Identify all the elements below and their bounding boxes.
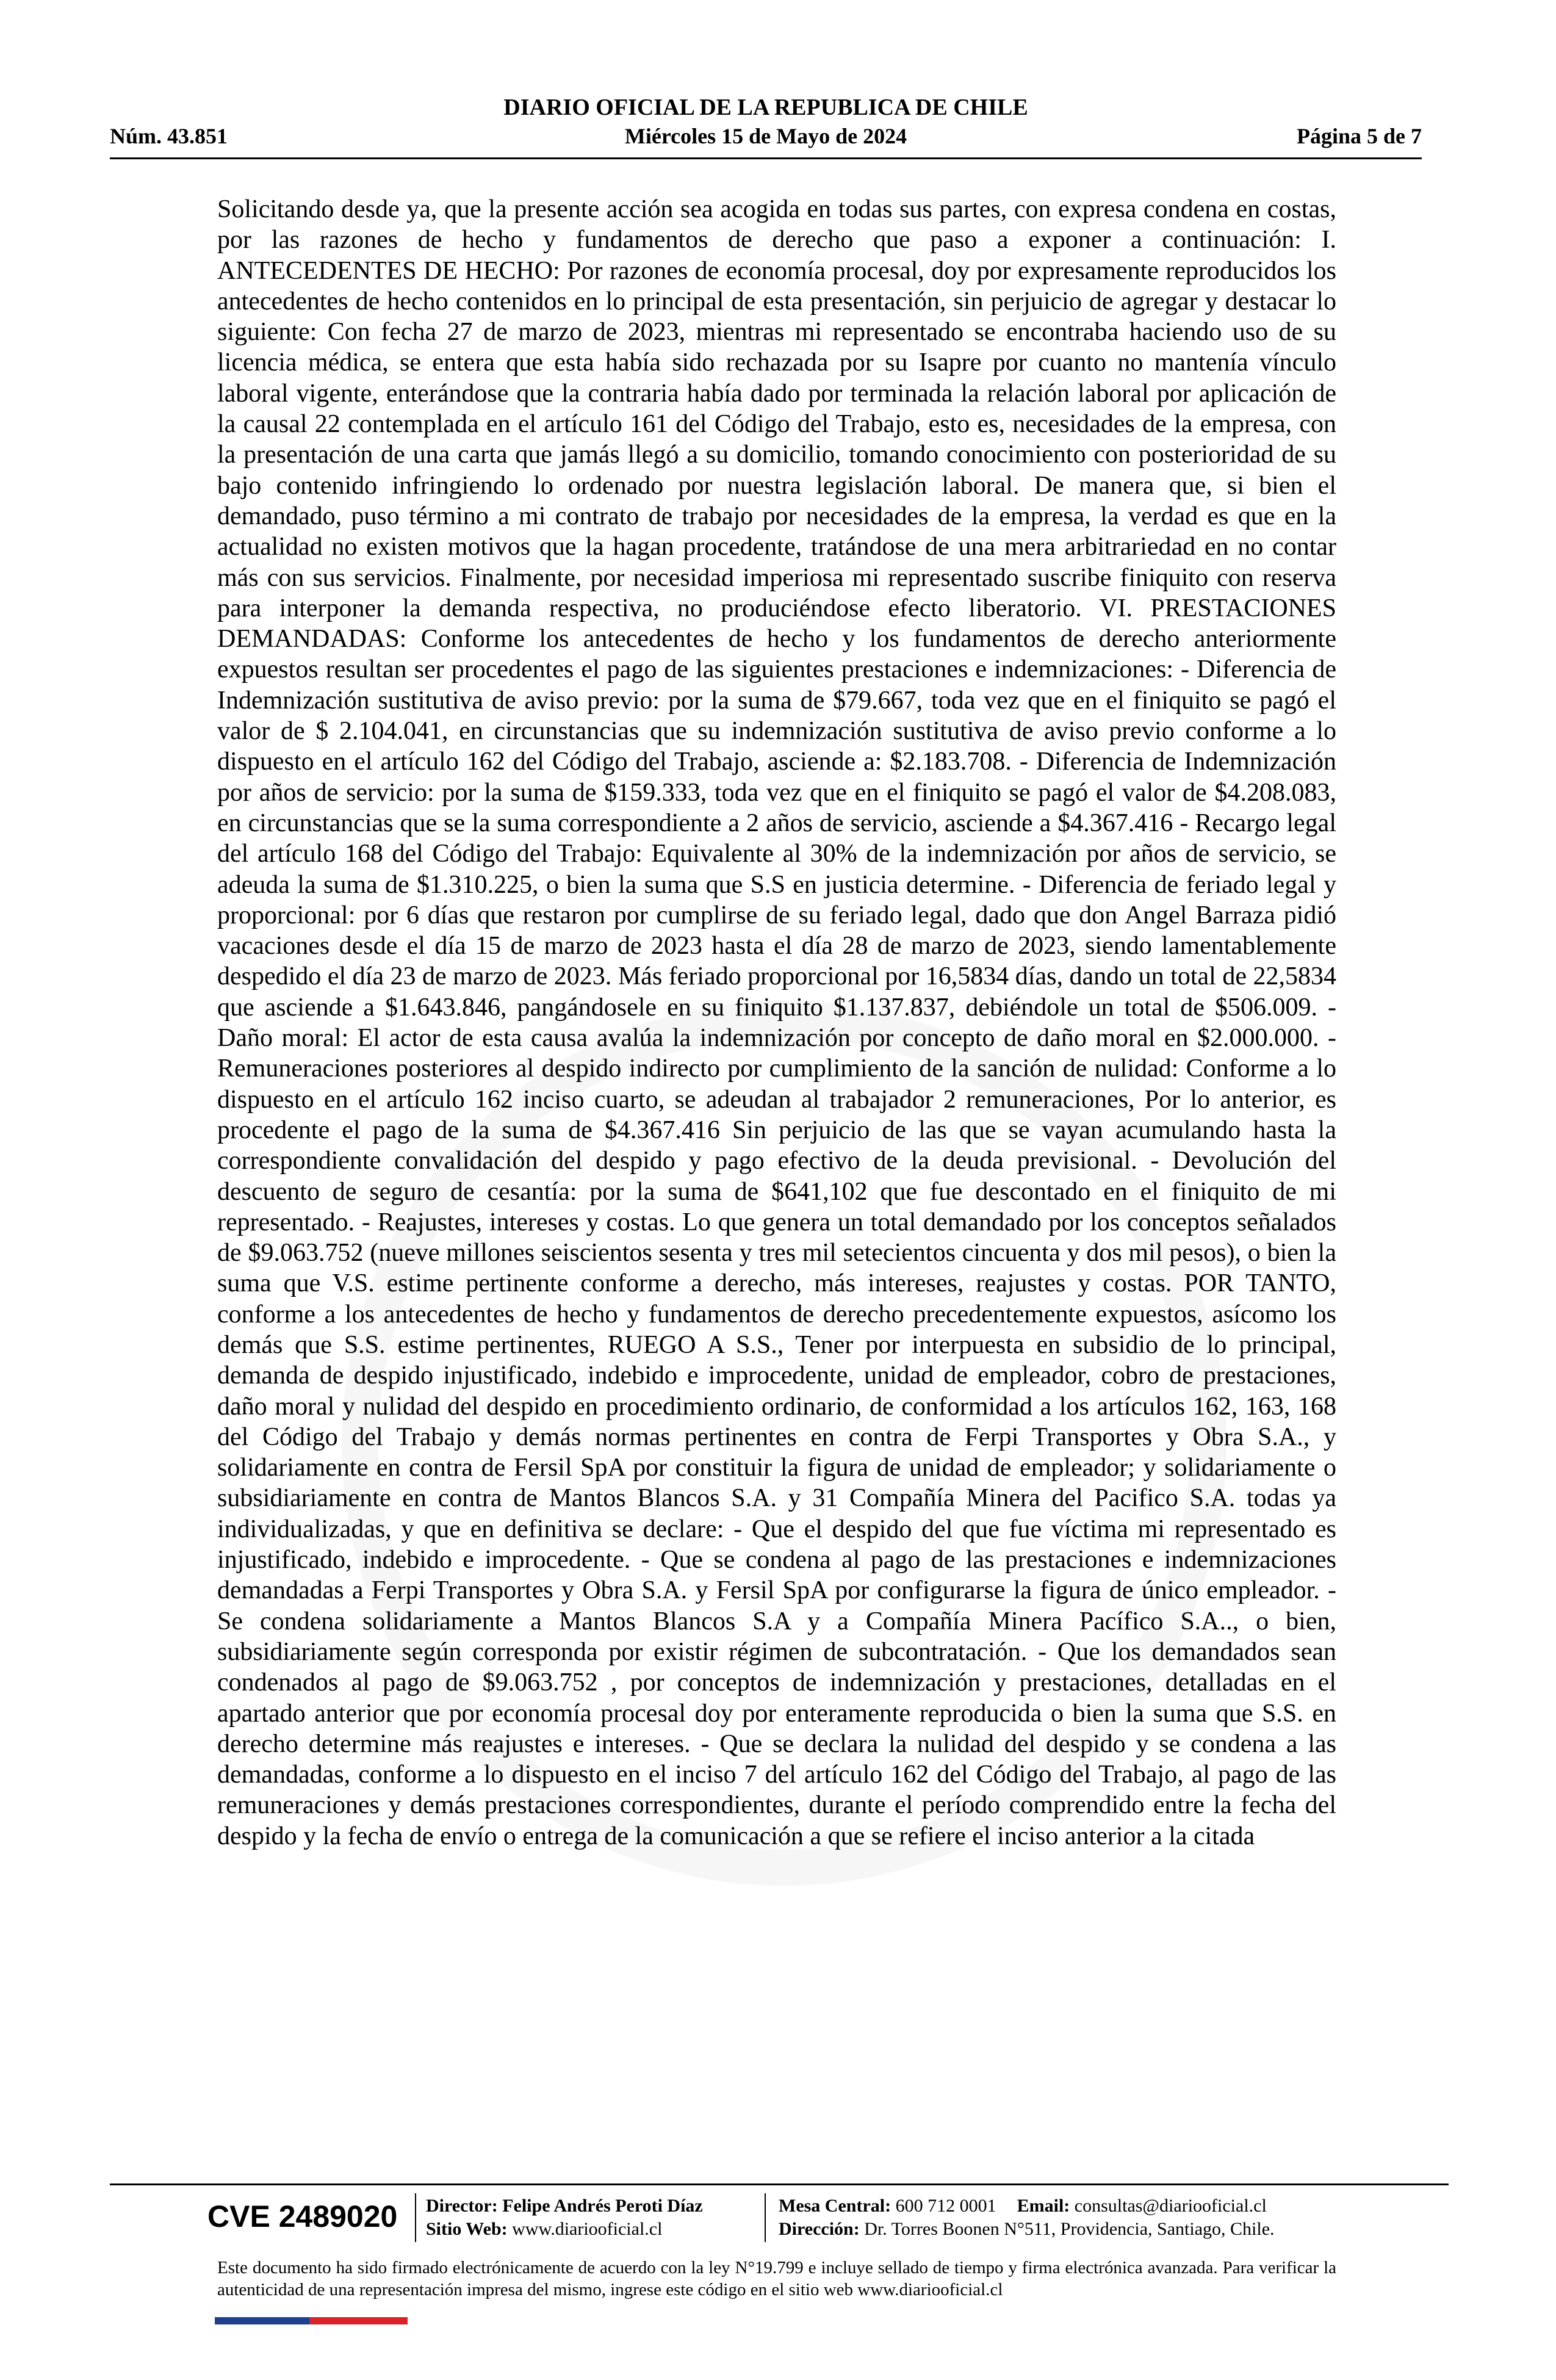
footer-contact-block (779, 2194, 1275, 2241)
phone-label: Mesa Central: (779, 2196, 891, 2216)
flag-blue-segment (215, 2317, 309, 2324)
footer-director-block (426, 2194, 703, 2241)
issue-number: Núm. 43.851 (110, 124, 228, 148)
email-link[interactable]: consultas@diariooficial.cl (1074, 2196, 1267, 2216)
document-body: Solicitando desde ya, que la presente acción sea acogida en todas sus partes, con expresa condena en costas, por las razones de hecho y fundamentos de derecho que paso a exponer a continuación: I. ANTECEDENTES DE HECHO: Por razones de economía procesal, doy por expresamente reproducidos los antecedentes de hecho contenidos en lo principal de esta presentación, sin perjuicio de agregar y destacar lo siguiente: Con fecha 27 de marzo de 2023, mientras mi representado se encontraba haciendo uso de su licencia médica, se entera que esta había sido rechazada por su Isapre por cuanto no mantenía vínculo laboral vigente, enterándose que la contraria había dado por terminada la relación laboral por aplicación de la causal 22 contemplada en el artículo 161 del Código del Trabajo, esto es, necesidades de la empresa, con la presentación de una carta que jamás llegó a su domicilio, tomando conocimiento con posterioridad de su bajo contenido infringiendo lo ordenado por nuestra legislación laboral. De manera que, si bien el demandado, puso término a mi contrato de trabajo por necesidades de la empresa, la verdad es que en la actualidad no existen motivos que la hagan procedente, tratándose de una mera arbitrariedad en no contar más con sus servicios. Finalmente, por necesidad imperiosa mi representado suscribe finiquito con reserva para interponer la demanda respectiva, no produciéndose efecto liberatorio. VI. PRESTACIONES DEMANDADAS: Conforme los antecedentes de hecho y los fundamentos de derecho anteriormente expuestos resultan ser procedentes el pago de las siguientes prestaciones e indemnizaciones: - Diferencia de Indemnización sustitutiva de aviso previo: por la suma de $79.667, toda vez que en el finiquito se pagó el valor de $ 2.104.041, en circunstancias que su indemnización sustitutiva de aviso previo conforme a lo dispuesto en el artículo 162 del Código del Trabajo, asciende a: $2.183.708. - Diferencia de Indemnización por años de servicio: por la suma de $159.333, toda vez que en el finiquito se pagó el valor de $4.208.083, en circunstancias que se la suma correspondiente a 2 años de servicio, asciende a $4.367.416 - Recargo legal del artículo 168 del Código del Trabajo: Equivalente al 30% de la indemnización por años de servicio, se adeuda la suma de $1.310.225, o bien la suma que S.S en justicia determine. - Diferencia de feriado legal y proporcional: por 6 días que restaron por cumplirse de su feriado legal, dado que don Angel Barraza pidió vacaciones desde el día 15 de marzo de 2023 hasta el día 28 de marzo de 2023, siendo lamentablemente despedido el día 23 de marzo de 2023. Más feriado proporcional por 16,5834 días, dando un total de 22,5834 que asciende a $1.643.846, pangándosele en su finiquito $1.137.837, debiéndole un total de $506.009. - Daño moral: El actor de esta causa avalúa la indemnización por concepto de daño moral en $2.000.000. - Remuneraciones posteriores al despido indirecto por cumplimiento de la sanción de nulidad: Conforme a lo dispuesto en el artículo 162 inciso cuarto, se adeudan al trabajador 2 remuneraciones, Por lo anterior, es procedente el pago de la suma de $4.367.416 Sin perjuicio de las que se vayan acumulando hasta la correspondiente convalidación del despido y pago efectivo de la deuda previsional. - Devolución del descuento de seguro de cesantía: por la suma de $641,102 que fue descontado en el finiquito de mi representado. - Reajustes, intereses y costas. Lo que genera un total demandado por los conceptos señalados de $9.063.752 (nueve millones seiscientos sesenta y tres mil setecientos cincuenta y dos mil pesos), o bien la suma que V.S. estime pertinente conforme a derecho, más intereses, reajustes y costas. POR TANTO, conforme a los antecedentes de hecho y fundamentos de derecho precedentemente expuestos, asícomo los demás que S.S. estime pertinentes, RUEGO A S.S., Tener por interpuesta en subsidio de lo principal, demanda de despido injustificado, indebido e improcedente, unidad de empleador, cobro de prestaciones, daño moral y nulidad del despido en procedimiento ordinario, de conformidad a los artículos 162, 163, 168 del Código del Trabajo y demás normas pertinentes en contra de Ferpi Transportes y Obra S.A., y solidariamente en contra de Fersil SpA por constituir la figura de unidad de empleador; y solidariamente o subsidiariamente en contra de Mantos Blancos S.A. y 31 Compañía Minera del Pacifico S.A. todas ya individualizadas, y que en definitiva se declare: - Que el despido del que fue víctima mi representado es injustificado, indebido e improcedente. - Que se condena al pago de las prestaciones e indemnizaciones demandadas a Ferpi Transportes y Obra S.A. y Fersil SpA por configurarse la figura de único empleador. - Se condena solidariamente a Mantos Blancos S.A y a Compañía Minera Pacífico S.A.., o bien, subsidiariamente según corresponda por existir régimen de subcontratación. - Que los demandados sean condenados al pago de $9.063.752 , por conceptos de indemnización y prestaciones, detalladas en el apartado anterior que por economía procesal doy por enteramente reproducida o bien la suma que S.S. en derecho determine más reajustes e intereses. - Que se declara la nulidad del despido y se condena a las demandadas, conforme a lo dispuesto en el inciso 7 del artículo 162 del Código del Trabajo, al pago de las remuneraciones y demás prestaciones correspondientes, durante el período comprendido entre la fecha del despido y la fecha de envío o entrega de la comunicación a que se refiere el inciso anterior a la citada (217, 195, 1336, 1850)
signature-disclaimer: Este documento ha sido firmado electrónicamente de acuerdo con la ley N°19.799 e incluye sellado de tiempo y firma electrónica avanzada. Para verificar la autenticidad de una representación impresa del mismo, ingrese este código en el sitio web www.diariooficial.cl (217, 2258, 1336, 2299)
issue-date: Miércoles 15 de Mayo de 2024 (624, 124, 907, 148)
phone-value: 600 712 0001 (895, 2196, 996, 2216)
publication-title: DIARIO OFICIAL DE LA REPUBLICA DE CHILE (503, 95, 1028, 120)
web-link[interactable]: www.diariooficial.cl (512, 2219, 663, 2239)
footer-separator (765, 2193, 766, 2242)
email-label: Email: (1017, 2196, 1070, 2216)
director-name: Director: Felipe Andrés Peroti Díaz (426, 2196, 703, 2216)
address-label: Dirección: (779, 2219, 860, 2239)
page-number: Página 5 de 7 (1296, 124, 1422, 148)
header-divider (110, 157, 1422, 159)
page-header (110, 92, 1422, 159)
web-label: Sitio Web: (426, 2219, 508, 2239)
footer-divider (110, 2183, 1449, 2185)
flag-red-segment (309, 2317, 408, 2324)
address-value: Dr. Torres Boonen N°511, Providencia, Santiago, Chile. (864, 2219, 1275, 2239)
flag-stripe (215, 2317, 408, 2324)
cve-code: CVE 2489020 (207, 2199, 398, 2234)
footer-separator (415, 2193, 416, 2242)
